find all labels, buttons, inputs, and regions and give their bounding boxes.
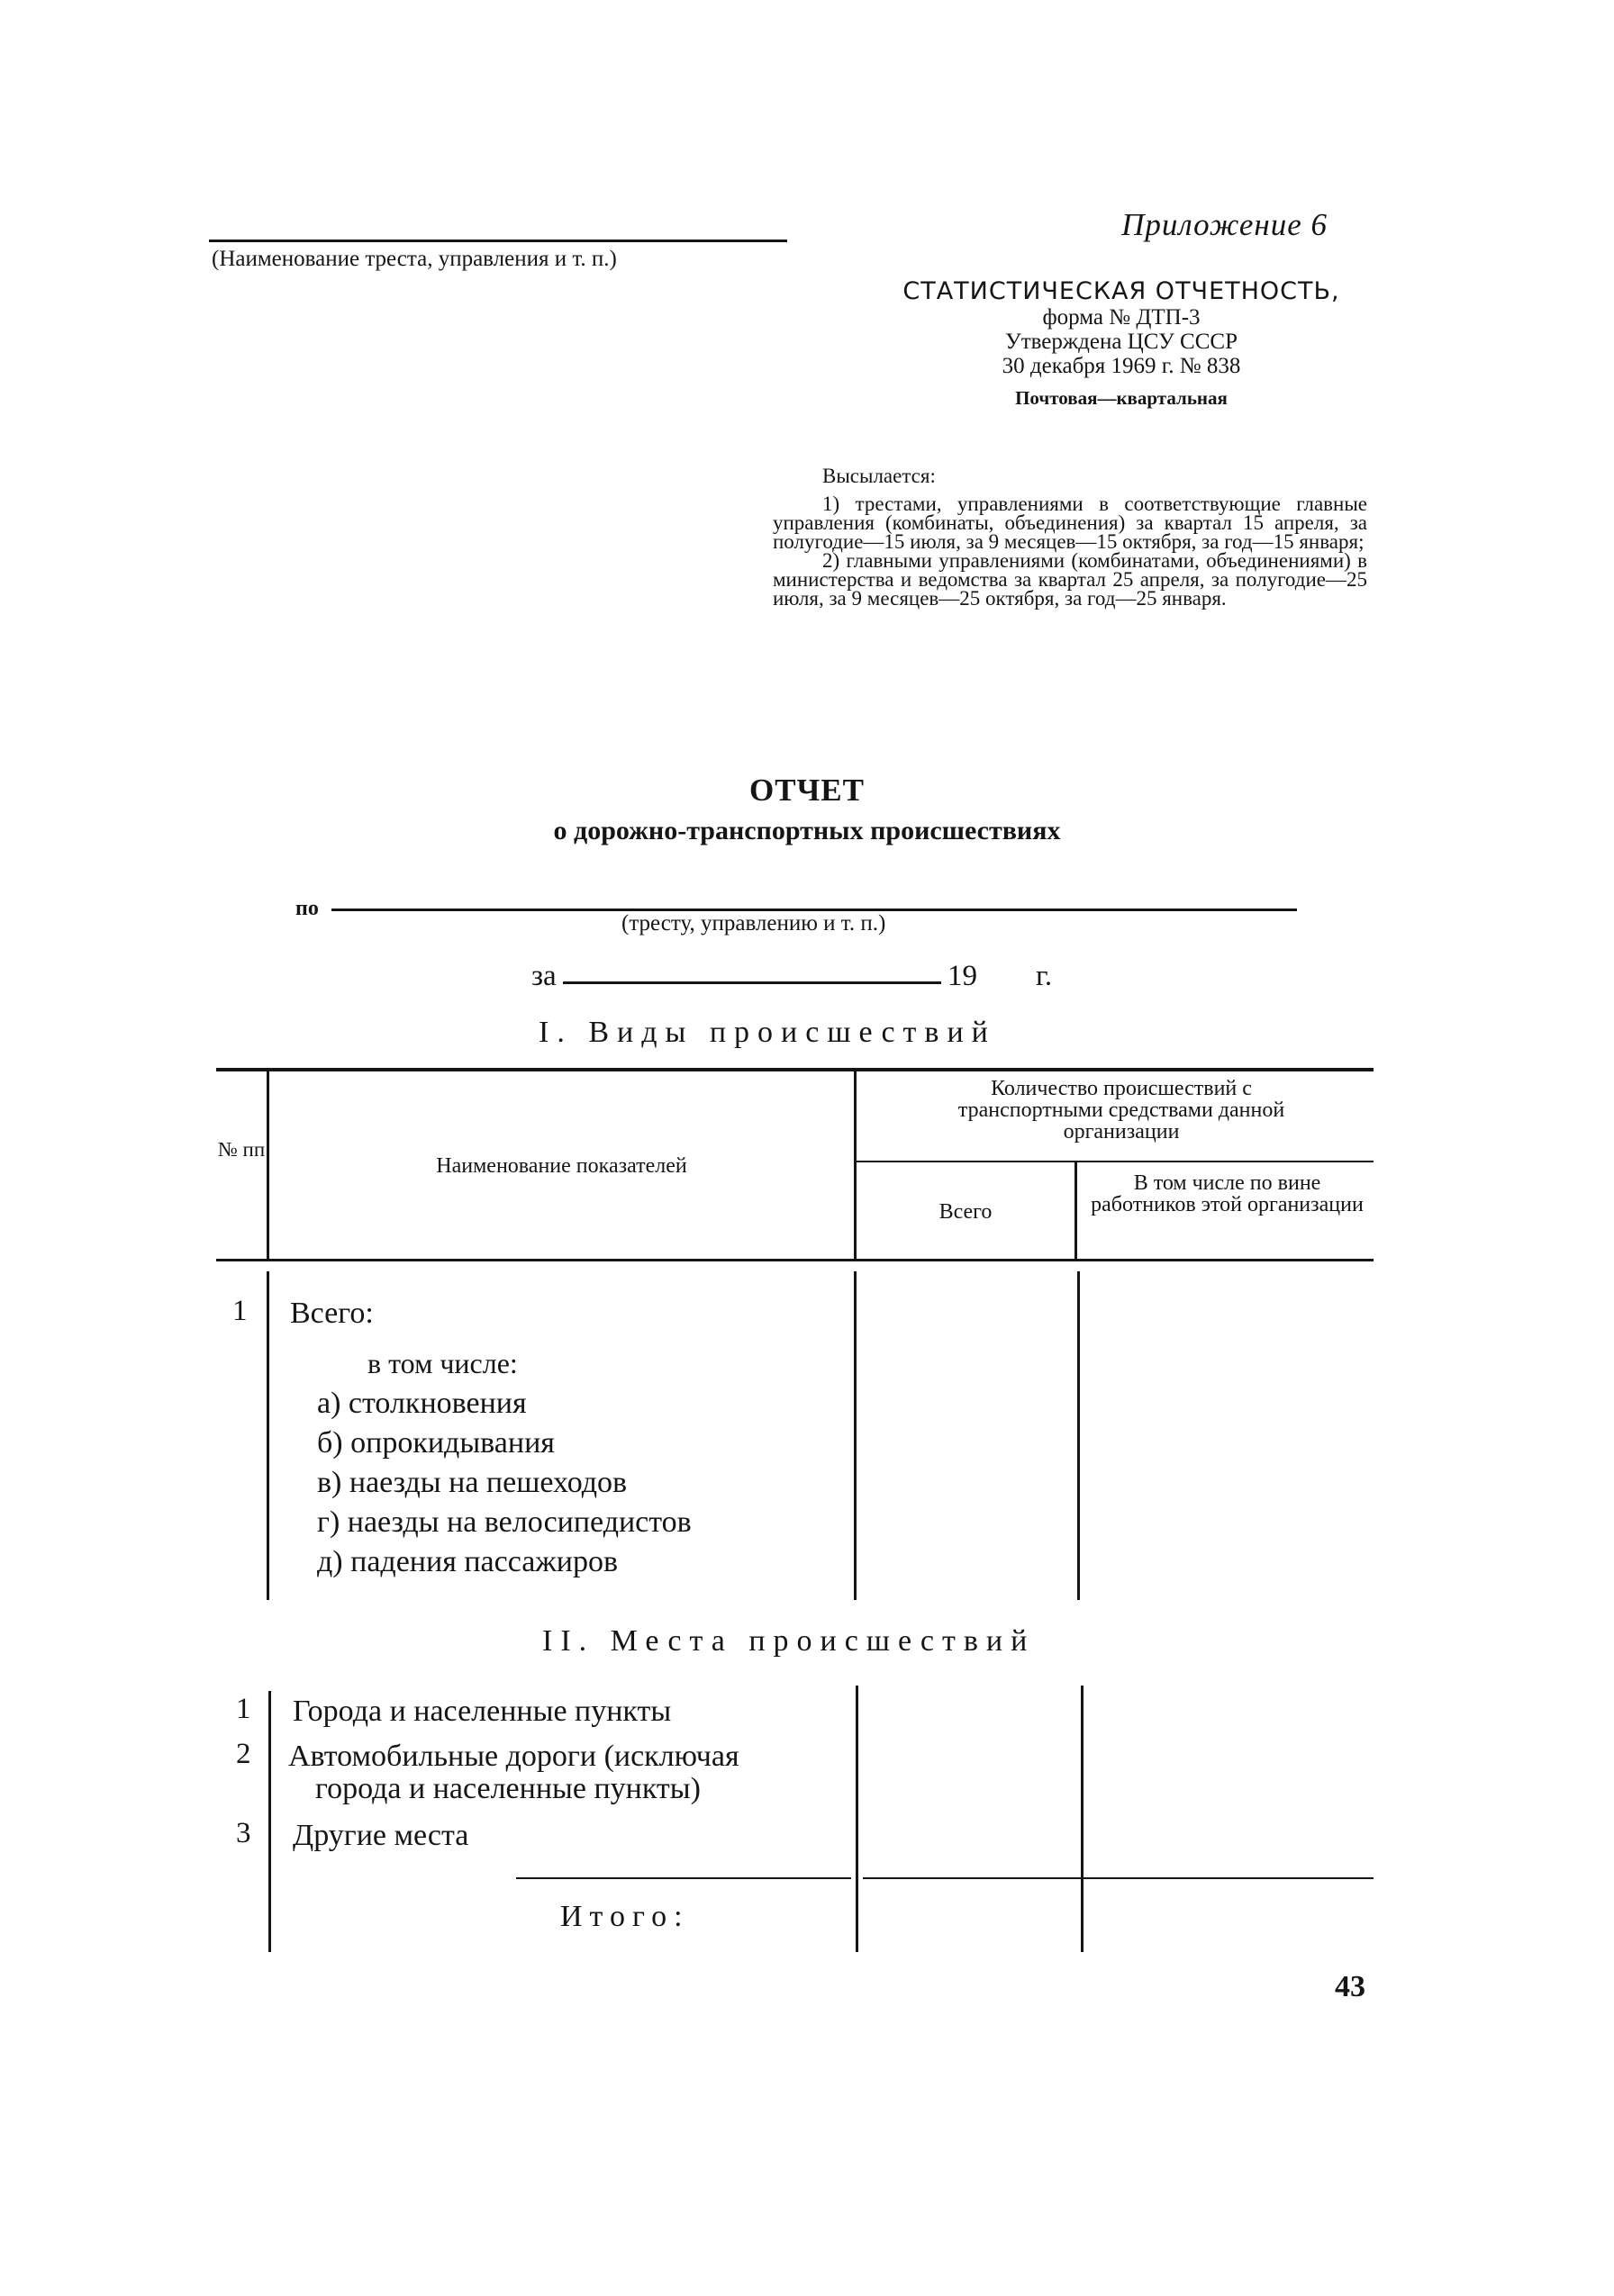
approval-date: 30 декабря 1969 г. № 838 bbox=[1002, 354, 1241, 378]
row-number-1: 1 bbox=[232, 1295, 248, 1327]
s2-total-label: Итого: bbox=[560, 1900, 690, 1933]
row-cyclist-hits: г) наезды на велосипедистов bbox=[317, 1505, 692, 1539]
section-1-title: I. Виды происшествий bbox=[539, 1016, 996, 1049]
report-title: ОТЧЕТ bbox=[749, 773, 865, 808]
s2-row-other: Другие места bbox=[293, 1819, 469, 1852]
col-header-number: № пп bbox=[217, 1138, 266, 1161]
s2-row-number-2: 2 bbox=[236, 1738, 251, 1770]
s2-row-cities: Города и населенные пункты bbox=[293, 1695, 672, 1728]
s2-row-number-1: 1 bbox=[236, 1693, 251, 1725]
org-name-line bbox=[209, 240, 787, 242]
org-name-caption: (Наименование треста, управления и т. п.) bbox=[212, 247, 617, 271]
col-header-total: Всего bbox=[938, 1200, 993, 1224]
sending-item-1: 1) трестами, управлениями в соответствующие главные управления (комбинаты, объединения) за квартал 15 апреля, за полугодие—15 июля, за 9 месяцев—15 октября, за год—15 января; bbox=[773, 493, 1367, 553]
col-divider-3 bbox=[1074, 1161, 1077, 1259]
za-line bbox=[563, 981, 941, 984]
count-group-divider bbox=[856, 1161, 1374, 1162]
row-pedestrian-hits: в) наезды на пешеходов bbox=[317, 1466, 628, 1499]
po-caption: (тресту, управлению и т. п.) bbox=[621, 911, 886, 936]
s2-row-roads: Автомобильные дороги (исключая bbox=[288, 1740, 739, 1773]
po-label: по bbox=[295, 897, 319, 920]
col-divider-2 bbox=[854, 1068, 857, 1259]
page-number: 43 bbox=[1335, 1970, 1365, 2003]
body-divider-2 bbox=[854, 1271, 857, 1600]
row-total: Всего: bbox=[290, 1297, 374, 1330]
sending-instructions bbox=[773, 466, 1367, 608]
stat-reporting-title: СТАТИСТИЧЕСКАЯ ОТЧЕТНОСТЬ, bbox=[902, 277, 1340, 305]
s2-divider-2 bbox=[856, 1686, 858, 1952]
s2-row-roads-cont: города и населенные пункты) bbox=[315, 1772, 701, 1805]
row-passenger-falls: д) падения пассажиров bbox=[317, 1545, 619, 1578]
sending-item-2: 2) главными управлениями (комбинатами, объединениями) в министерства и ведомства за квартал 25 апреля, за полугодие—25 июля, за 9 месяцев—25 октября, за год—25 января. bbox=[773, 549, 1367, 610]
s2-total-line-a bbox=[516, 1877, 851, 1879]
report-subtitle: о дорожно-транспортных происшествиях bbox=[553, 816, 1061, 845]
row-overturns: б) опрокидывания bbox=[317, 1426, 555, 1460]
form-number: форма № ДТП-3 bbox=[1042, 305, 1201, 330]
year-prefix: 19 bbox=[948, 960, 977, 992]
body-divider-3 bbox=[1077, 1271, 1080, 1600]
col-header-name: Наименование показателей bbox=[436, 1154, 687, 1178]
body-divider-1 bbox=[267, 1271, 269, 1600]
appendix-title: Приложение 6 bbox=[1121, 207, 1328, 242]
col-header-count: Количество происшествий с транспортными средствами данной организации bbox=[957, 1077, 1285, 1143]
row-including: в том числе: bbox=[367, 1347, 518, 1379]
section-2-title: II. Места происшествий bbox=[542, 1624, 1036, 1658]
col-header-fault: В том числе по вине работников этой организации bbox=[1091, 1171, 1364, 1216]
year-suffix: г. bbox=[1036, 960, 1053, 992]
sending-header: Высылается: bbox=[822, 465, 936, 487]
za-label: за bbox=[531, 960, 557, 992]
form-info-block bbox=[865, 277, 1378, 410]
approval-text: Утверждена ЦСУ СССР bbox=[1005, 330, 1238, 354]
s2-row-number-3: 3 bbox=[236, 1817, 251, 1849]
table-top-border bbox=[216, 1068, 1374, 1071]
s2-total-line-b bbox=[863, 1877, 1374, 1879]
delivery-type: Почтовая—квартальная bbox=[1015, 387, 1228, 409]
row-collisions: а) столкновения bbox=[317, 1387, 527, 1420]
s2-divider-3 bbox=[1081, 1686, 1084, 1952]
header-bottom-border bbox=[216, 1259, 1374, 1261]
s2-divider-1 bbox=[268, 1691, 271, 1952]
